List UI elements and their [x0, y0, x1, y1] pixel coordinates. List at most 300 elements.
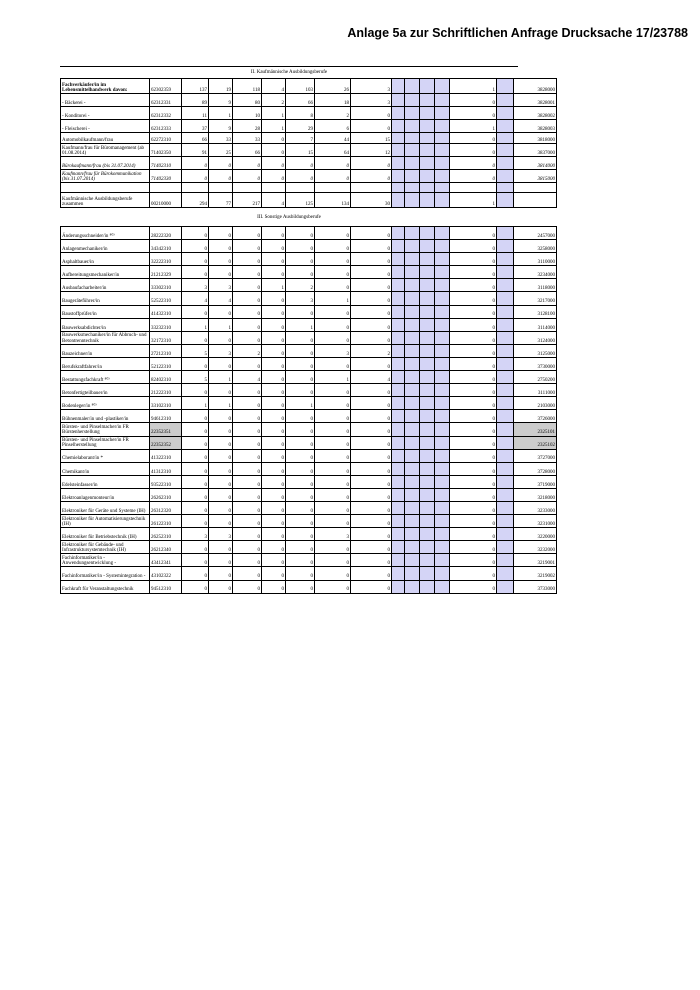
table-row: [61, 170, 557, 183]
value-cell: 2: [351, 344, 392, 357]
value-cell: 0: [286, 266, 315, 279]
empty-cell: [392, 227, 405, 240]
empty-cell: [392, 94, 405, 107]
value-cell: 0: [351, 170, 392, 183]
occupation-name: Fachinformatiker/in - Anwendungsentwicklung -: [61, 554, 150, 567]
value-cell: 0: [182, 423, 209, 436]
value-cell: 0: [182, 305, 209, 318]
value-cell: [450, 183, 497, 193]
value-cell: 0: [315, 253, 351, 266]
value-cell: 3: [351, 94, 392, 107]
value-cell: 1: [450, 193, 497, 208]
value-cell: [351, 183, 392, 193]
value-cell: 0: [262, 157, 286, 170]
value-cell: 3: [315, 528, 351, 541]
empty-cell: [405, 157, 420, 170]
value-cell: 0: [262, 541, 286, 554]
empty-cell: [435, 120, 450, 133]
occupation-name: - Konditorei -: [61, 107, 150, 120]
value-cell: 1: [262, 120, 286, 133]
empty-cell: [497, 567, 514, 580]
empty-cell: [392, 423, 405, 436]
value-cell: 103: [286, 79, 315, 94]
occupation-name: Edelsteinfasser/in: [61, 475, 150, 488]
empty-cell: [435, 94, 450, 107]
occupation-code: 52522310: [150, 292, 182, 305]
value-cell: 0: [233, 331, 262, 344]
value-cell: 0: [286, 449, 315, 462]
occupation-name: Bauwerksmechaniker/in für Abbruch- und Betontrenntechnik: [61, 331, 150, 344]
value-cell: 0: [233, 423, 262, 436]
value-cell: 0: [182, 541, 209, 554]
occupation-code: 28222320: [150, 227, 182, 240]
value-cell: 0: [209, 240, 233, 253]
reference-code: 3818000: [514, 133, 557, 144]
value-cell: 0: [315, 462, 351, 475]
empty-cell: [392, 567, 405, 580]
occupation-code: 93522310: [150, 475, 182, 488]
value-cell: 0: [286, 488, 315, 501]
occupation-name: Elektroniker für Automatisierungstechnik (IH): [61, 515, 150, 528]
occupation-code: 94512310: [150, 580, 182, 593]
value-cell: 0: [315, 305, 351, 318]
empty-cell: [420, 567, 435, 580]
value-cell: 0: [450, 488, 497, 501]
value-cell: 0: [315, 279, 351, 292]
empty-cell: [435, 449, 450, 462]
value-cell: 1: [315, 371, 351, 384]
value-cell: 1: [209, 107, 233, 120]
empty-cell: [497, 344, 514, 357]
value-cell: 0: [262, 515, 286, 528]
occupation-name: Berufskraftfahrer/in: [61, 357, 150, 370]
value-cell: 3: [209, 344, 233, 357]
table-row: [61, 266, 557, 279]
occupation-code: 41322310: [150, 449, 182, 462]
empty-cell: [392, 170, 405, 183]
value-cell: 0: [351, 397, 392, 410]
value-cell: 0: [262, 133, 286, 144]
value-cell: 0: [262, 357, 286, 370]
value-cell: 0: [351, 528, 392, 541]
value-cell: 0: [262, 292, 286, 305]
table-row: [61, 157, 557, 170]
empty-cell: [405, 436, 420, 449]
value-cell: 0: [262, 384, 286, 397]
table-row: [61, 423, 557, 436]
value-cell: 0: [286, 580, 315, 593]
reference-code: 3828003: [514, 120, 557, 133]
value-cell: 0: [182, 157, 209, 170]
empty-cell: [392, 488, 405, 501]
value-cell: 0: [262, 554, 286, 567]
occupation-code: 94612310: [150, 410, 182, 423]
value-cell: 37: [182, 120, 209, 133]
value-cell: 11: [182, 107, 209, 120]
empty-cell: [497, 292, 514, 305]
empty-cell: [497, 475, 514, 488]
table-row: [61, 94, 557, 107]
reference-code: 2325102: [514, 436, 557, 449]
empty-cell: [420, 183, 435, 193]
empty-cell: [405, 357, 420, 370]
value-cell: 0: [351, 515, 392, 528]
empty-cell: [435, 318, 450, 331]
empty-cell: [405, 133, 420, 144]
value-cell: 0: [209, 475, 233, 488]
empty-cell: [392, 318, 405, 331]
value-cell: 0: [450, 227, 497, 240]
value-cell: 0: [262, 580, 286, 593]
empty-cell: [392, 475, 405, 488]
value-cell: 0: [286, 357, 315, 370]
value-cell: 0: [233, 541, 262, 554]
empty-cell: [405, 567, 420, 580]
reference-code: 3220000: [514, 528, 557, 541]
occupation-code: 71402350: [150, 144, 182, 157]
value-cell: 0: [450, 567, 497, 580]
value-cell: 15: [351, 133, 392, 144]
reference-code: 3234000: [514, 266, 557, 279]
table-row: [61, 344, 557, 357]
value-cell: 0: [351, 331, 392, 344]
empty-cell: [435, 488, 450, 501]
empty-cell: [420, 410, 435, 423]
value-cell: 0: [209, 541, 233, 554]
empty-cell: [435, 183, 450, 193]
empty-cell: [405, 144, 420, 157]
value-cell: 0: [450, 157, 497, 170]
value-cell: 0: [315, 240, 351, 253]
value-cell: 91: [182, 144, 209, 157]
occupation-name: Betonfertigteilbauer/in: [61, 384, 150, 397]
value-cell: 0: [182, 410, 209, 423]
value-cell: 0: [209, 554, 233, 567]
value-cell: 0: [233, 528, 262, 541]
occupation-code: 43102322: [150, 567, 182, 580]
value-cell: 0: [315, 331, 351, 344]
empty-cell: [405, 331, 420, 344]
reference-code: 3128100: [514, 305, 557, 318]
empty-cell: [435, 462, 450, 475]
table-row: [61, 449, 557, 462]
empty-cell: [435, 144, 450, 157]
occupation-name: Kaufmann/frau für Bürokommunikation (bis 31.07.2014): [61, 170, 150, 183]
section-title-kaufm: II. Kaufmännische Ausbildungsberufe: [250, 70, 328, 75]
reference-code: 3815000: [514, 170, 557, 183]
value-cell: 2: [262, 94, 286, 107]
empty-cell: [392, 528, 405, 541]
empty-cell: [420, 397, 435, 410]
value-cell: 1: [315, 292, 351, 305]
empty-cell: [497, 397, 514, 410]
empty-cell: [420, 344, 435, 357]
empty-cell: [392, 120, 405, 133]
reference-code: 3218000: [514, 488, 557, 501]
value-cell: 0: [450, 501, 497, 514]
value-cell: 0: [209, 266, 233, 279]
reference-code: 3231000: [514, 515, 557, 528]
value-cell: 0: [233, 462, 262, 475]
value-cell: 0: [182, 331, 209, 344]
value-cell: 26: [315, 79, 351, 94]
reference-code: 3110000: [514, 253, 557, 266]
value-cell: 0: [286, 344, 315, 357]
value-cell: 0: [182, 384, 209, 397]
empty-cell: [420, 580, 435, 593]
reference-code: 3232000: [514, 541, 557, 554]
occupation-code: 21222310: [150, 384, 182, 397]
value-cell: 0: [450, 423, 497, 436]
value-cell: 0: [233, 279, 262, 292]
value-cell: 1: [182, 397, 209, 410]
value-cell: 0: [286, 436, 315, 449]
value-cell: 2: [286, 279, 315, 292]
value-cell: 64: [315, 144, 351, 157]
value-cell: 0: [286, 240, 315, 253]
value-cell: 4: [233, 371, 262, 384]
empty-cell: [392, 144, 405, 157]
value-cell: 44: [315, 133, 351, 144]
empty-cell: [405, 554, 420, 567]
empty-cell: [497, 305, 514, 318]
empty-cell: [435, 240, 450, 253]
occupation-name: Bürsten- und Pinselmacher/in FR Bürstenherstellung: [61, 423, 150, 436]
empty-cell: [420, 515, 435, 528]
empty-cell: [497, 384, 514, 397]
empty-cell: [497, 279, 514, 292]
value-cell: 0: [233, 436, 262, 449]
empty-cell: [435, 541, 450, 554]
reference-code: 3726000: [514, 410, 557, 423]
empty-cell: [405, 79, 420, 94]
value-cell: 0: [450, 266, 497, 279]
occupation-code: 34342310: [150, 240, 182, 253]
reference-code: 3828002: [514, 107, 557, 120]
value-cell: 0: [351, 449, 392, 462]
table-row: [61, 488, 557, 501]
empty-cell: [405, 227, 420, 240]
occupation-code: 33102310: [150, 397, 182, 410]
value-cell: 0: [182, 515, 209, 528]
table-row: [61, 279, 557, 292]
value-cell: 0: [233, 227, 262, 240]
value-cell: 0: [315, 515, 351, 528]
empty-cell: [405, 449, 420, 462]
reference-code: 3219001: [514, 554, 557, 567]
empty-cell: [405, 580, 420, 593]
empty-cell: [420, 501, 435, 514]
table-row: [61, 331, 557, 344]
value-cell: 9: [209, 120, 233, 133]
table-row: [61, 193, 557, 208]
value-cell: 0: [182, 240, 209, 253]
empty-cell: [420, 371, 435, 384]
empty-cell: [392, 253, 405, 266]
value-cell: 5: [182, 371, 209, 384]
value-cell: 0: [315, 449, 351, 462]
occupation-code: 71402310: [150, 157, 182, 170]
value-cell: 0: [450, 305, 497, 318]
reference-code: 3828000: [514, 79, 557, 94]
empty-cell: [420, 266, 435, 279]
empty-cell: [497, 515, 514, 528]
value-cell: 0: [262, 449, 286, 462]
value-cell: 0: [351, 240, 392, 253]
empty-cell: [435, 279, 450, 292]
table-row: [61, 144, 557, 157]
empty-cell: [435, 371, 450, 384]
value-cell: 0: [233, 567, 262, 580]
value-cell: 0: [286, 462, 315, 475]
table-row: [61, 554, 557, 567]
empty-cell: [392, 183, 405, 193]
occupation-code: 62272310: [150, 133, 182, 144]
empty-cell: [420, 554, 435, 567]
value-cell: 1: [209, 397, 233, 410]
value-cell: 0: [450, 133, 497, 144]
occupation-name: Bodenleger/in ⁸⁰⁾: [61, 397, 150, 410]
reference-code: [514, 183, 557, 193]
value-cell: 0: [286, 170, 315, 183]
value-cell: 89: [182, 94, 209, 107]
value-cell: 0: [315, 541, 351, 554]
value-cell: 3: [209, 528, 233, 541]
value-cell: 0: [233, 397, 262, 410]
value-cell: 0: [286, 410, 315, 423]
empty-cell: [497, 449, 514, 462]
empty-cell: [497, 144, 514, 157]
value-cell: 0: [450, 240, 497, 253]
occupation-code: 82402310: [150, 371, 182, 384]
empty-cell: [392, 331, 405, 344]
empty-cell: [392, 279, 405, 292]
empty-cell: [405, 462, 420, 475]
value-cell: 19: [209, 79, 233, 94]
value-cell: 0: [286, 423, 315, 436]
value-cell: 0: [351, 554, 392, 567]
value-cell: 0: [233, 410, 262, 423]
value-cell: 0: [182, 227, 209, 240]
table-row: [61, 357, 557, 370]
table-row: [61, 292, 557, 305]
value-cell: 0: [262, 475, 286, 488]
reference-code: 3719000: [514, 475, 557, 488]
value-cell: 0: [182, 475, 209, 488]
occupation-name: Elektroniker für Gebäude- und Infrastruktursystemtechnik (IH): [61, 541, 150, 554]
table-row: [61, 133, 557, 144]
value-cell: 7: [286, 133, 315, 144]
empty-cell: [392, 580, 405, 593]
occupation-name: Bestattungsfachkraft ⁸⁰⁾: [61, 371, 150, 384]
empty-cell: [420, 423, 435, 436]
empty-cell: [497, 357, 514, 370]
occupation-code: 22352351: [150, 423, 182, 436]
empty-cell: [405, 423, 420, 436]
reference-code: 3733000: [514, 580, 557, 593]
value-cell: 0: [182, 554, 209, 567]
empty-cell: [392, 133, 405, 144]
empty-cell: [392, 193, 405, 208]
value-cell: 0: [209, 423, 233, 436]
occupation-code: 26312320: [150, 501, 182, 514]
value-cell: 0: [286, 501, 315, 514]
empty-cell: [405, 541, 420, 554]
value-cell: 0: [450, 331, 497, 344]
value-cell: 1: [450, 79, 497, 94]
value-cell: 0: [262, 501, 286, 514]
empty-cell: [420, 384, 435, 397]
table-row: [61, 436, 557, 449]
value-cell: 0: [209, 170, 233, 183]
occupation-name: Ausbaufacharbeiter/in: [61, 279, 150, 292]
value-cell: 0: [351, 157, 392, 170]
empty-cell: [405, 183, 420, 193]
empty-cell: [405, 266, 420, 279]
empty-cell: [420, 528, 435, 541]
value-cell: 0: [209, 410, 233, 423]
occupation-name: - Fleischerei -: [61, 120, 150, 133]
empty-cell: [392, 397, 405, 410]
value-cell: 0: [286, 371, 315, 384]
value-cell: 294: [182, 193, 209, 208]
value-cell: 0: [233, 475, 262, 488]
empty-cell: [435, 253, 450, 266]
value-cell: 0: [182, 449, 209, 462]
empty-cell: [435, 436, 450, 449]
empty-cell: [435, 331, 450, 344]
empty-cell: [435, 554, 450, 567]
occupation-name: Elektroanlagenmonteur/in: [61, 488, 150, 501]
value-cell: 66: [286, 94, 315, 107]
value-cell: 0: [315, 488, 351, 501]
occupation-name: Anlagenmechaniker/in: [61, 240, 150, 253]
table-row: [61, 501, 557, 514]
occupation-code: 62312333: [150, 120, 182, 133]
value-cell: 0: [286, 305, 315, 318]
value-cell: 0: [262, 397, 286, 410]
value-cell: 0: [209, 488, 233, 501]
empty-cell: [405, 488, 420, 501]
empty-cell: [405, 193, 420, 208]
value-cell: 0: [351, 318, 392, 331]
empty-cell: [435, 528, 450, 541]
occupation-code: 52122310: [150, 357, 182, 370]
empty-cell: [392, 157, 405, 170]
empty-cell: [420, 240, 435, 253]
value-cell: 0: [209, 305, 233, 318]
value-cell: 80: [233, 94, 262, 107]
value-cell: 0: [450, 292, 497, 305]
value-cell: 4: [351, 371, 392, 384]
value-cell: 0: [233, 515, 262, 528]
value-cell: 0: [182, 580, 209, 593]
value-cell: 0: [450, 528, 497, 541]
empty-cell: [405, 515, 420, 528]
empty-cell: [420, 292, 435, 305]
value-cell: 0: [262, 253, 286, 266]
occupation-code: 21212329: [150, 266, 182, 279]
occupation-name: Bürsten- und Pinselmacher/in FR Pinselherstellung: [61, 436, 150, 449]
value-cell: 0: [450, 410, 497, 423]
value-cell: 0: [450, 384, 497, 397]
value-cell: 1: [262, 107, 286, 120]
empty-cell: [497, 240, 514, 253]
empty-cell: [392, 410, 405, 423]
table-row: [61, 580, 557, 593]
value-cell: 0: [315, 170, 351, 183]
value-cell: [315, 183, 351, 193]
